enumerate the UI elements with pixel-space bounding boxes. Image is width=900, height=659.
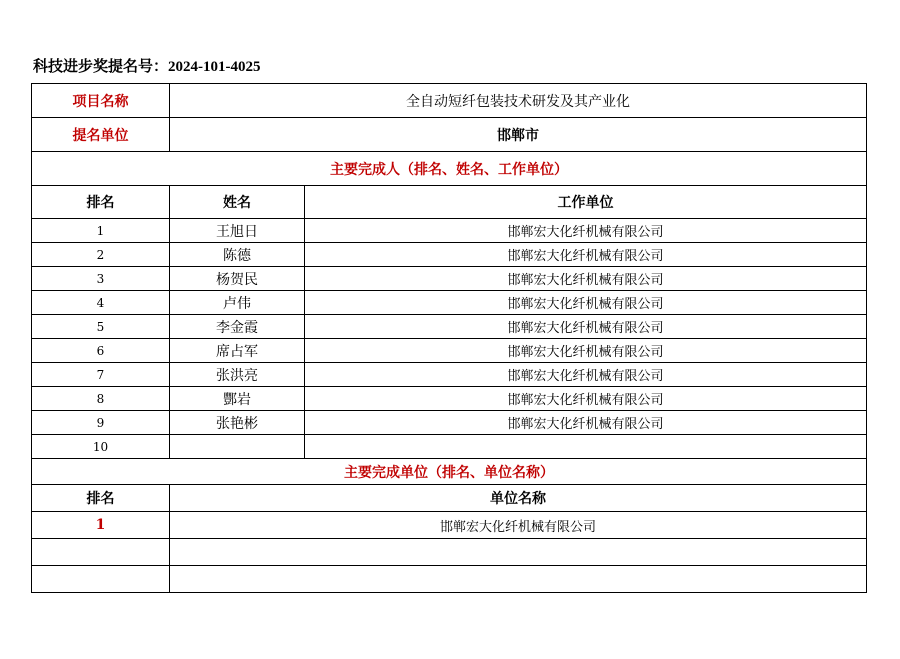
unit-name (170, 566, 867, 593)
project-name-value: 全自动短纤包装技术研发及其产业化 (170, 84, 867, 118)
project-row (32, 84, 867, 118)
person-rank: 6 (32, 339, 170, 363)
people-section-title: 主要完成人（排名、姓名、工作单位） (32, 152, 867, 186)
nominator-value: 邯郸市 (170, 118, 867, 152)
unit-row (32, 512, 867, 539)
person-row (32, 339, 867, 363)
person-row (32, 435, 867, 459)
units-section-title-row (32, 459, 867, 485)
person-rank: 7 (32, 363, 170, 387)
person-name: 王旭日 (170, 219, 305, 243)
person-org: 邯郸宏大化纤机械有限公司 (305, 267, 867, 291)
person-name: 席占军 (170, 339, 305, 363)
people-header-rank: 排名 (32, 186, 170, 219)
person-name: 酆岩 (170, 387, 305, 411)
person-org: 邯郸宏大化纤机械有限公司 (305, 411, 867, 435)
units-header-row (32, 485, 867, 512)
unit-row (32, 539, 867, 566)
unit-name: 邯郸宏大化纤机械有限公司 (170, 512, 867, 539)
nominator-label: 提名单位 (32, 118, 170, 152)
unit-rank (32, 566, 170, 593)
person-name (170, 435, 305, 459)
person-name: 陈德 (170, 243, 305, 267)
nomination-number-heading: 科技进步奖提名号：2024-101-4025 (33, 59, 261, 75)
person-name: 卢伟 (170, 291, 305, 315)
units-header-rank: 排名 (32, 485, 170, 512)
unit-rank (32, 539, 170, 566)
person-row (32, 243, 867, 267)
person-name: 李金霞 (170, 315, 305, 339)
person-name: 杨贺民 (170, 267, 305, 291)
person-row (32, 315, 867, 339)
person-name: 张洪亮 (170, 363, 305, 387)
person-org: 邯郸宏大化纤机械有限公司 (305, 363, 867, 387)
unit-rank: 1 (32, 512, 170, 539)
person-row (32, 219, 867, 243)
person-org: 邯郸宏大化纤机械有限公司 (305, 243, 867, 267)
project-name-label: 项目名称 (32, 84, 170, 118)
person-rank: 8 (32, 387, 170, 411)
person-org (305, 435, 867, 459)
person-row (32, 411, 867, 435)
unit-name (170, 539, 867, 566)
person-rank: 2 (32, 243, 170, 267)
unit-row (32, 566, 867, 593)
person-org: 邯郸宏大化纤机械有限公司 (305, 291, 867, 315)
person-rank: 3 (32, 267, 170, 291)
people-header-row (32, 186, 867, 219)
person-org: 邯郸宏大化纤机械有限公司 (305, 339, 867, 363)
person-rank: 4 (32, 291, 170, 315)
people-header-name: 姓名 (170, 186, 305, 219)
person-org: 邯郸宏大化纤机械有限公司 (305, 387, 867, 411)
person-row (32, 387, 867, 411)
person-org: 邯郸宏大化纤机械有限公司 (305, 315, 867, 339)
people-header-org: 工作单位 (305, 186, 867, 219)
person-row (32, 291, 867, 315)
person-rank: 10 (32, 435, 170, 459)
person-row (32, 267, 867, 291)
person-rank: 1 (32, 219, 170, 243)
units-section-title: 主要完成单位（排名、单位名称） (32, 459, 867, 485)
person-rank: 9 (32, 411, 170, 435)
nomination-table (31, 83, 867, 593)
units-header-name: 单位名称 (170, 485, 867, 512)
person-name: 张艳彬 (170, 411, 305, 435)
person-rank: 5 (32, 315, 170, 339)
nominator-row (32, 118, 867, 152)
person-row (32, 363, 867, 387)
person-org: 邯郸宏大化纤机械有限公司 (305, 219, 867, 243)
people-section-title-row (32, 152, 867, 186)
